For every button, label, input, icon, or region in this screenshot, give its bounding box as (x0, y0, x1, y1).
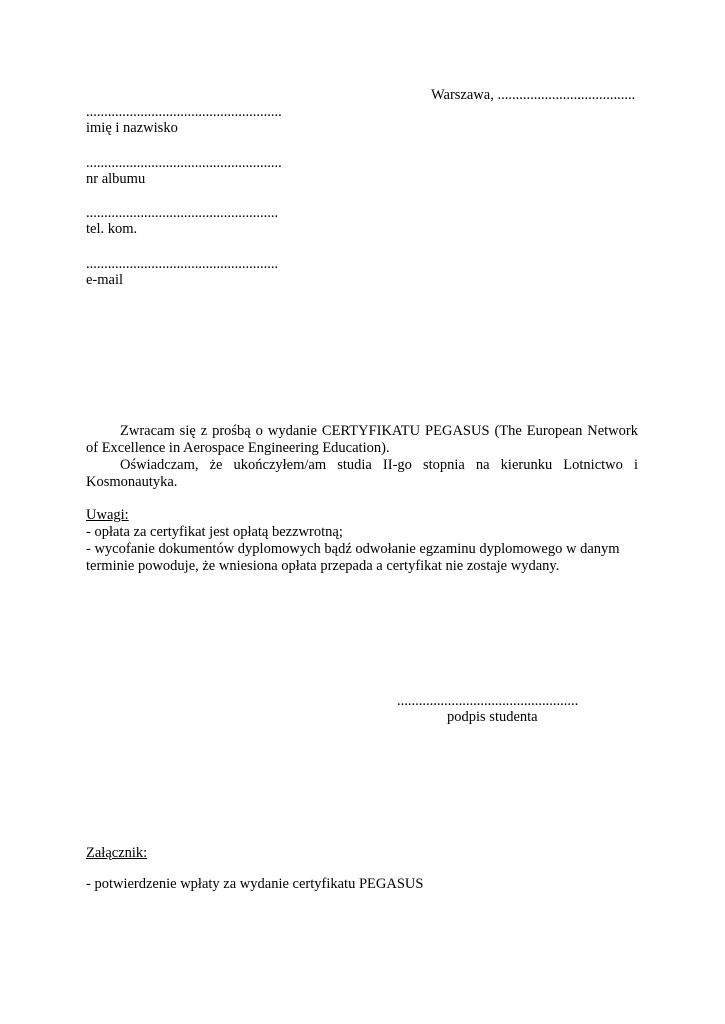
email-field-label: e-mail (86, 272, 124, 288)
statement-paragraph: Oświadczam, że ukończyłem/am studia II-go stopnia na kierunku Lotnictwo i Kosmonautyka. (86, 457, 638, 490)
note-item: - opłata za certyfikat jest opłatą bezzwrotną; (86, 524, 343, 540)
phone-field-label: tel. kom. (86, 221, 138, 237)
signature-dots: .................................................. (397, 693, 579, 709)
date-line: Warszawa, ...................................... (431, 87, 636, 103)
phone-field-dots: ..................................................... (86, 205, 279, 221)
name-field-dots: ...................................................... (86, 104, 282, 120)
request-paragraph: Zwracam się z prośbą o wydanie CERTYFIKATU PEGASUS (The European Network of Excellence in Aerospace Engineering Education). (86, 423, 638, 456)
album-number-field-dots: ...................................................... (86, 155, 282, 171)
email-field-dots: ..................................................... (86, 256, 279, 272)
note-item-continuation: terminie powoduje, że wniesiona opłata przepada a certyfikat nie zostaje wydany. (86, 558, 560, 574)
name-field-label: imię i nazwisko (86, 120, 178, 136)
notes-heading: Uwagi: (86, 507, 129, 523)
note-item: - wycofanie dokumentów dyplomowych bądź odwołanie egzaminu dyplomowego w danym (86, 541, 620, 557)
album-number-field-label: nr albumu (86, 171, 146, 187)
attachment-heading: Załącznik: (86, 845, 148, 861)
signature-label: podpis studenta (447, 709, 538, 725)
attachment-item: - potwierdzenie wpłaty za wydanie certyfikatu PEGASUS (86, 876, 424, 892)
